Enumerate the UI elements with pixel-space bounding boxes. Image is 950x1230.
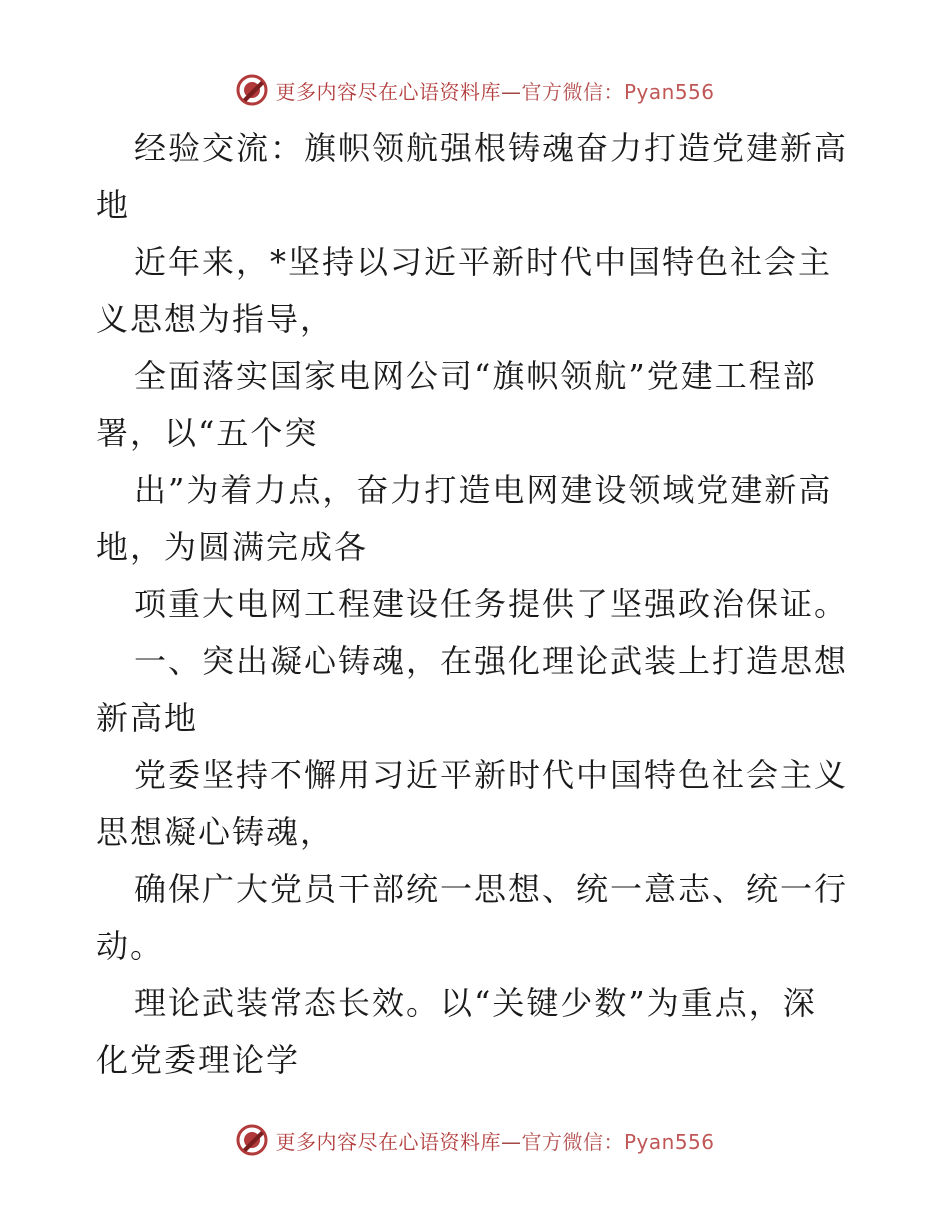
watermark-text [275, 76, 714, 105]
doc-line-1: 近年来，*坚持以习近平新时代中国特色社会主 [134, 243, 833, 281]
footer-watermark [0, 1120, 950, 1160]
doc-line-14: 理论武装常态长效。以“关键少数”为重点，深 [134, 984, 817, 1022]
header-watermark [0, 70, 950, 110]
doc-line-10: 党委坚持不懈用习近平新时代中国特色社会主义 [134, 756, 849, 794]
doc-line-3: 全面落实国家电网公司“旗帜领航”党建工程部 [134, 357, 817, 395]
doc-line-13: 动。 [96, 927, 165, 965]
watermark-account: Pyan556 [623, 79, 715, 104]
doc-line-9: 新高地 [96, 699, 199, 737]
document-body [96, 120, 856, 1089]
watermark-site: 更多内容尽在心语资料库 [275, 1129, 501, 1154]
doc-line-2: 义思想为指导， [96, 300, 335, 338]
doc-line-4: 署，以“五个突 [96, 414, 319, 452]
doc-title-line-1: 经验交流：旗帜领航强根铸魂奋力打造党建新高 [134, 129, 849, 167]
doc-line-6: 地，为圆满完成各 [96, 528, 369, 566]
doc-line-7: 项重大电网工程建设任务提供了坚强政治保证。 [134, 585, 849, 623]
pen-seal-icon [235, 1123, 269, 1157]
doc-line-8: 一、突出凝心铸魂，在强化理论武装上打造思想 [134, 642, 849, 680]
doc-line-12: 确保广大党员干部统一思想、统一意志、统一行 [134, 870, 849, 908]
watermark-text [275, 1126, 714, 1155]
watermark-separator: — [500, 79, 522, 104]
watermark-label: 官方微信： [521, 1129, 624, 1154]
doc-title-line-2: 地 [96, 186, 131, 224]
pen-seal-icon [235, 73, 269, 107]
watermark-site: 更多内容尽在心语资料库 [275, 79, 501, 104]
doc-line-11: 思想凝心铸魂， [96, 813, 335, 851]
doc-line-15: 化党委理论学 [96, 1041, 301, 1079]
watermark-label: 官方微信： [521, 79, 624, 104]
doc-line-5: 出”为着力点，奋力打造电网建设领域党建新高 [134, 471, 833, 509]
watermark-account: Pyan556 [623, 1129, 715, 1154]
watermark-separator: — [500, 1129, 522, 1154]
